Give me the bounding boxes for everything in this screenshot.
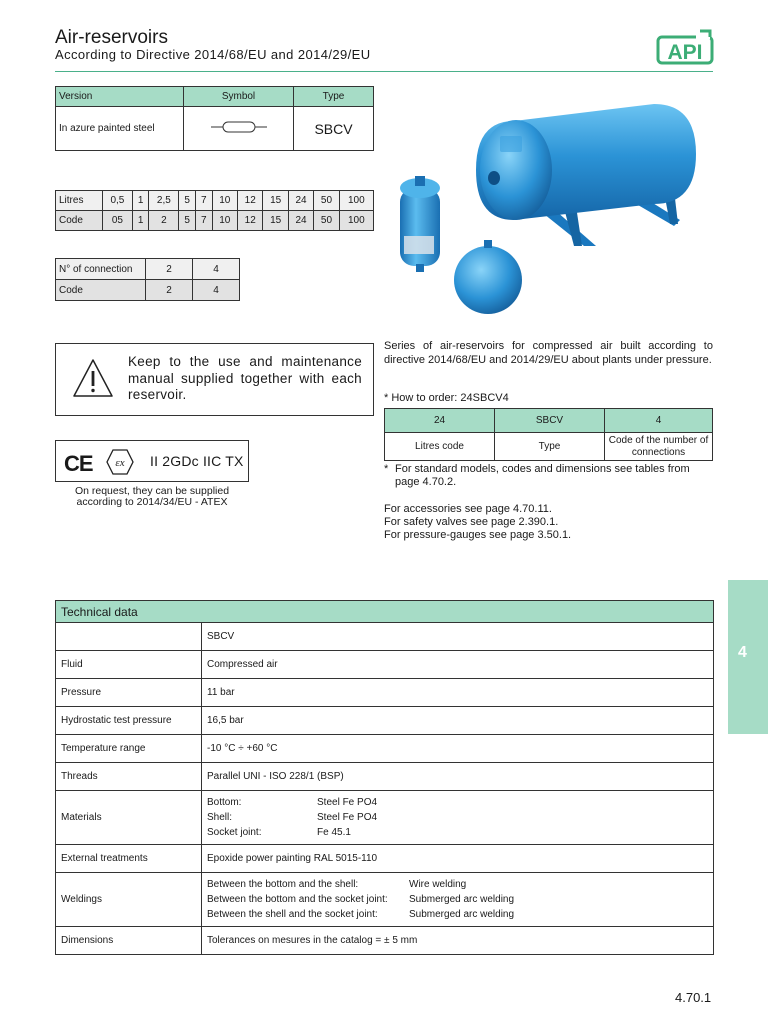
- material-value: Steel Fe PO4: [317, 797, 378, 808]
- warning-triangle-icon: [72, 358, 114, 398]
- welding-item: [207, 907, 713, 922]
- table-row: [56, 651, 714, 679]
- row-label: Fluid: [56, 651, 202, 679]
- row-label: Hydrostatic test pressure: [56, 707, 202, 735]
- table-cell: 1: [132, 211, 149, 231]
- section-tab: [728, 580, 768, 734]
- welding-part: Between the bottom and the socket joint:: [207, 894, 388, 905]
- svg-text:εx: εx: [115, 457, 125, 469]
- row-label: Litres: [56, 191, 103, 211]
- symbol-cell: [184, 107, 294, 151]
- warning-box: [55, 343, 374, 416]
- table-cell: 15: [263, 211, 288, 231]
- table-cell: Compressed air: [202, 651, 714, 679]
- type-cell: SBCV: [294, 107, 374, 151]
- table-header-row: [385, 409, 713, 433]
- table-cell: 15: [263, 191, 288, 211]
- table-cell: Parallel UNI - ISO 228/1 (BSP): [202, 763, 714, 791]
- logo-text: API: [667, 41, 703, 64]
- atex-note-line: according to 2014/34/EU - ATEX: [76, 496, 228, 508]
- safety-valves-note: For safety valves see page 2.390.1.: [384, 516, 559, 528]
- page-number: 4.70.1: [675, 990, 712, 1005]
- atex-note-line: On request, they can be supplied: [74, 485, 230, 497]
- material-value: Fe 45.1: [317, 827, 351, 838]
- atex-box: [55, 440, 249, 482]
- table-header-row: [56, 87, 374, 107]
- table-cell: [202, 791, 714, 845]
- material-part: Shell:: [207, 812, 233, 823]
- version-table: [55, 86, 374, 151]
- table-row: [56, 763, 714, 791]
- ex-hexagon-icon: [106, 449, 134, 475]
- atex-note: [55, 486, 249, 508]
- table-cell: 10: [212, 191, 237, 211]
- note-text: For standard models, codes and dimensions see tables from page 4.70.2.: [395, 463, 690, 488]
- reservoir-symbol-icon: [209, 120, 269, 134]
- table-row: [56, 679, 714, 707]
- warning-text: Keep to the use and maintenance manual supplied together with each reservoir.: [128, 354, 362, 402]
- table-cell: -10 °C ÷ +60 °C: [202, 735, 714, 763]
- table-cell: Litres code: [385, 433, 495, 461]
- connection-table: [55, 258, 240, 301]
- table-cell: 2: [146, 280, 193, 301]
- table-cell: Epoxide power painting RAL 5015-110: [202, 845, 714, 873]
- welding-type: Submerged arc welding: [409, 909, 515, 920]
- table-cell: 50: [314, 191, 339, 211]
- reference-notes: [384, 463, 714, 542]
- welding-part: Between the shell and the socket joint:: [207, 909, 378, 920]
- table-cell: 4: [193, 259, 240, 280]
- pressure-gauges-note: For pressure-gauges see page 3.50.1.: [384, 529, 572, 541]
- table-cell: 12: [238, 191, 263, 211]
- table-row: [56, 927, 714, 955]
- table-cell: Tolerances on mesures in the catalog = ± 5 mm: [202, 927, 714, 955]
- table-cell: 24: [288, 211, 313, 231]
- table-cell: 2,5: [149, 191, 179, 211]
- litres-table: [55, 190, 374, 231]
- header-divider: [55, 71, 713, 72]
- table-cell: 24: [288, 191, 313, 211]
- table-cell: 1: [132, 191, 149, 211]
- row-label: Materials: [56, 791, 202, 845]
- table-cell: 11 bar: [202, 679, 714, 707]
- technical-data-table: [55, 600, 714, 955]
- table-row: [56, 845, 714, 873]
- row-label: Temperature range: [56, 735, 202, 763]
- table-cell: 100: [339, 211, 373, 231]
- model-cell: SBCV: [202, 623, 714, 651]
- ce-mark: CE: [64, 451, 93, 476]
- reservoir-product-image: [384, 96, 714, 316]
- table-header-row: [56, 601, 714, 623]
- section-number: 4: [738, 644, 747, 661]
- table-header: 24: [385, 409, 495, 433]
- material-item: [207, 825, 713, 840]
- row-label: Threads: [56, 763, 202, 791]
- note-star: *: [384, 463, 389, 475]
- table-header: SBCV: [495, 409, 605, 433]
- table-cell: [202, 873, 714, 927]
- spacer: [384, 489, 714, 503]
- table-cell: 16,5 bar: [202, 707, 714, 735]
- accessories-note: For accessories see page 4.70.11.: [384, 503, 552, 515]
- table-cell: Code of the number of connections: [605, 433, 713, 461]
- table-cell: 50: [314, 211, 339, 231]
- order-label: * How to order: 24SBCV4: [384, 392, 509, 404]
- table-row: [56, 791, 714, 845]
- row-label: Code: [56, 280, 146, 301]
- table-row: [56, 191, 374, 211]
- table-cell: 05: [103, 211, 133, 231]
- table-row: [56, 707, 714, 735]
- table-row: [56, 873, 714, 927]
- standard-models-note: [384, 463, 714, 489]
- material-part: Socket joint:: [207, 827, 262, 838]
- row-label: Weldings: [56, 873, 202, 927]
- table-header: 4: [605, 409, 713, 433]
- table-cell: [56, 623, 202, 651]
- table-row: [56, 107, 374, 151]
- table-cell: 12: [238, 211, 263, 231]
- table-cell: 5: [179, 211, 196, 231]
- material-item: [207, 810, 713, 825]
- table-cell: 2: [146, 259, 193, 280]
- table-cell: 7: [195, 191, 212, 211]
- table-header: Version: [56, 87, 184, 107]
- table-cell: Type: [495, 433, 605, 461]
- table-row: [56, 280, 240, 301]
- page-subtitle: According to Directive 2014/68/EU and 2014/29/EU: [55, 47, 371, 62]
- table-cell: 5: [179, 191, 196, 211]
- material-part: Bottom:: [207, 797, 242, 808]
- table-header: Symbol: [184, 87, 294, 107]
- welding-part: Between the bottom and the shell:: [207, 879, 359, 890]
- table-cell: 10: [212, 211, 237, 231]
- table-header: Type: [294, 87, 374, 107]
- table-row: [56, 735, 714, 763]
- welding-item: [207, 877, 713, 892]
- atex-code: II 2GDc IIC TX: [150, 453, 244, 469]
- material-item: [207, 795, 713, 810]
- row-label: Pressure: [56, 679, 202, 707]
- technical-data-title: Technical data: [56, 601, 714, 623]
- row-label: Dimensions: [56, 927, 202, 955]
- table-row: [385, 433, 713, 461]
- table-row: [56, 623, 714, 651]
- table-cell: 2: [149, 211, 179, 231]
- api-logo: [656, 29, 714, 65]
- row-label: External treatments: [56, 845, 202, 873]
- material-value: Steel Fe PO4: [317, 812, 378, 823]
- table-row: [56, 211, 374, 231]
- description-text: Series of air-reservoirs for compressed air built according to directive 2014/68/EU and 2014/29/EU about plants under pressure.: [384, 340, 713, 366]
- version-cell: In azure painted steel: [56, 107, 184, 151]
- welding-type: Submerged arc welding: [409, 894, 515, 905]
- table-cell: 100: [339, 191, 373, 211]
- welding-item: [207, 892, 713, 907]
- table-cell: 7: [195, 211, 212, 231]
- row-label: N° of connection: [56, 259, 146, 280]
- page-title: Air-reservoirs: [55, 27, 168, 48]
- order-table: [384, 408, 713, 461]
- welding-type: Wire welding: [409, 879, 467, 890]
- table-cell: 4: [193, 280, 240, 301]
- table-cell: 0,5: [103, 191, 133, 211]
- table-row: [56, 259, 240, 280]
- row-label: Code: [56, 211, 103, 231]
